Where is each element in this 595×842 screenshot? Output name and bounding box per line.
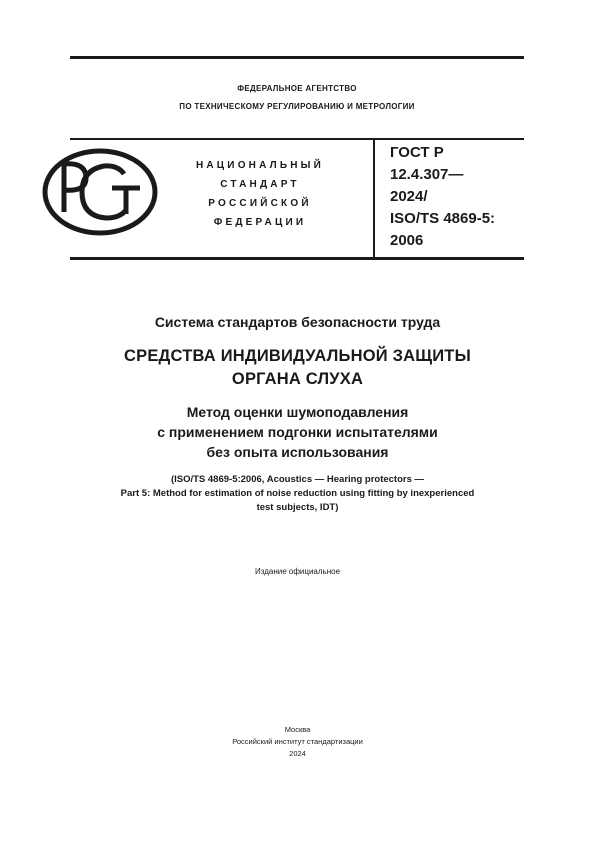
bottom-rule xyxy=(70,257,524,260)
iso-reference-line: Part 5: Method for estimation of noise reduction using fitting by inexperienced xyxy=(120,488,475,499)
national-standard-label xyxy=(188,156,332,232)
series-title: Система стандартов безопасности труда xyxy=(154,314,441,330)
vertical-divider xyxy=(373,140,375,257)
top-rule xyxy=(70,56,524,59)
document-subtitle xyxy=(40,402,555,462)
designation-line: 2006 xyxy=(390,232,424,249)
national-standard-line: ФЕДЕРАЦИИ xyxy=(213,217,307,228)
designation-line: 12.4.307— xyxy=(390,166,464,183)
rst-certification-mark-icon xyxy=(42,148,158,236)
edition-label: Издание официальное xyxy=(254,567,341,576)
iso-reference xyxy=(40,473,555,515)
subtitle-line: Метод оценки шумоподавления xyxy=(186,404,409,420)
iso-reference-line: test subjects, IDT) xyxy=(256,502,339,513)
agency-subtitle: ПО ТЕХНИЧЕСКОМУ РЕГУЛИРОВАНИЮ И МЕТРОЛОГИИ xyxy=(179,102,415,111)
national-standard-line: РОССИЙСКОЙ xyxy=(208,198,312,209)
iso-reference-line: (ISO/TS 4869-5:2006, Acoustics — Hearing protectors — xyxy=(170,474,425,485)
header-rule xyxy=(70,138,524,140)
imprint-publisher: Российский институт стандартизации xyxy=(232,737,363,746)
document-title xyxy=(40,345,555,391)
imprint-city: Москва xyxy=(284,725,311,734)
national-standard-line: НАЦИОНАЛЬНЫЙ xyxy=(195,160,325,171)
national-standard-line: СТАНДАРТ xyxy=(220,179,300,190)
imprint-year: 2024 xyxy=(289,749,306,758)
subtitle-line: без опыта использования xyxy=(206,444,389,460)
designation-line: ISO/TS 4869-5: xyxy=(390,210,496,227)
designation-line: 2024/ xyxy=(390,188,428,205)
title-line: ОРГАНА СЛУХА xyxy=(231,370,364,388)
title-line: СРЕДСТВА ИНДИВИДУАЛЬНОЙ ЗАЩИТЫ xyxy=(124,347,471,365)
subtitle-line: с применением подгонки испытателями xyxy=(157,424,438,440)
standard-designation xyxy=(390,142,525,252)
agency-name: ФЕДЕРАЛЬНОЕ АГЕНТСТВО xyxy=(237,84,357,93)
designation-line: ГОСТ Р xyxy=(390,144,444,161)
imprint xyxy=(40,724,555,760)
